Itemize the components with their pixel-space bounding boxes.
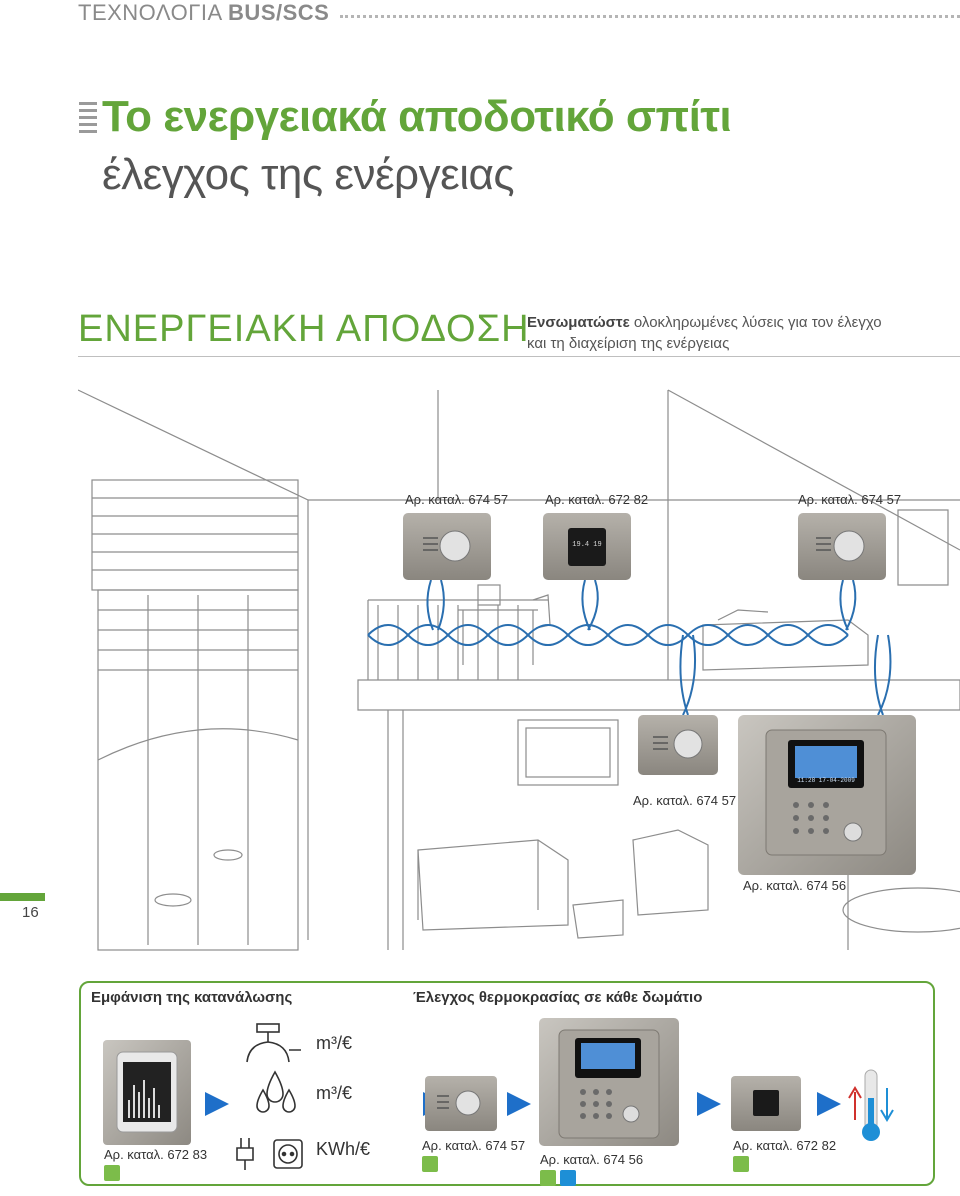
unit-power: KWh/€ [316,1139,371,1159]
eco-leaf-icon [422,1156,438,1172]
touchscreen-device-icon [103,1040,191,1145]
heat-pump-icon [560,1170,576,1186]
header-dotted-rule [340,15,960,18]
intro-line2: και τη διαχείριση της ενέργειας [527,335,730,352]
running-header [78,0,329,26]
intro-rest: ολοκληρωμένες λύσεις για τον έλεγχο [629,314,882,331]
eco-leaf-icon [733,1156,749,1172]
arrow-right-icon [507,1092,531,1116]
panel-graphics [79,1010,935,1186]
socket-icon [274,1140,302,1168]
header-prefix: ΤΕΧΝΟΛΟΓΙΑ [78,0,229,25]
water-tap-icon [247,1024,301,1062]
panel-left-device-label: Αρ. καταλ. 672 83 [104,1147,208,1162]
page-number: 16 [22,904,39,921]
central-unit-screen-text: 11:28 17-04-2009 [797,777,855,784]
thermostat-display-upper [543,513,631,580]
thermometer-icon [849,1070,893,1141]
central-unit-lower [738,715,916,875]
unit-water: m³/€ [316,1033,352,1053]
section-rule [78,356,960,357]
eco-leaf-icon [540,1170,556,1186]
thermostat-upper-right [798,513,886,580]
label-upper-right: Αρ. καταλ. 674 57 [798,492,902,507]
display-thermostat-panel-device [731,1076,801,1131]
plug-icon [237,1138,253,1170]
panel-label-1: Αρ. καταλ. 674 57 [422,1138,526,1153]
label-lower-left: Αρ. καταλ. 674 57 [633,793,737,808]
upper-thermostat-screen-text: 19.4 19 [572,541,602,549]
thermostat-panel-device [425,1076,497,1131]
panel-label-2: Αρ. καταλ. 674 56 [540,1152,644,1167]
arrow-right-icon [697,1092,721,1116]
thermostat-upper-left [403,513,491,580]
panel-right-heading: Έλεγχος θερμοκρασίας σε κάθε δωμάτιο [413,989,703,1006]
label-upper-left: Αρ. καταλ. 674 57 [405,492,509,507]
header-bold: BUS/SCS [228,0,330,25]
label-lower-right: Αρ. καταλ. 674 56 [743,878,847,893]
gas-drops-icon [257,1072,295,1112]
label-upper-mid: Αρ. καταλ. 672 82 [545,492,649,507]
arrow-right-icon [817,1092,841,1116]
unit-gas: m³/€ [316,1083,352,1103]
page-number-bar [0,893,45,901]
central-unit-panel-device [539,1018,679,1146]
page-title: Το ενεργειακά αποδοτικό σπίτι [102,92,732,141]
panel-left-heading: Εμφάνιση της κατανάλωσης [91,989,293,1006]
arrow-right-icon [205,1092,229,1116]
section-heading: ΕΝΕΡΓΕΙΑΚΗ ΑΠΟΔΟΣΗ [78,308,530,350]
panel-label-3: Αρ. καταλ. 672 82 [733,1138,837,1153]
house-illustration [78,380,960,960]
eco-leaf-icon [104,1165,120,1181]
title-decoration [79,102,97,137]
section-intro [527,312,882,354]
thermostat-lower [638,715,718,775]
page-subtitle: έλεγχος της ενέργειας [102,150,515,199]
intro-bold: Ενσωματώστε [527,314,630,331]
